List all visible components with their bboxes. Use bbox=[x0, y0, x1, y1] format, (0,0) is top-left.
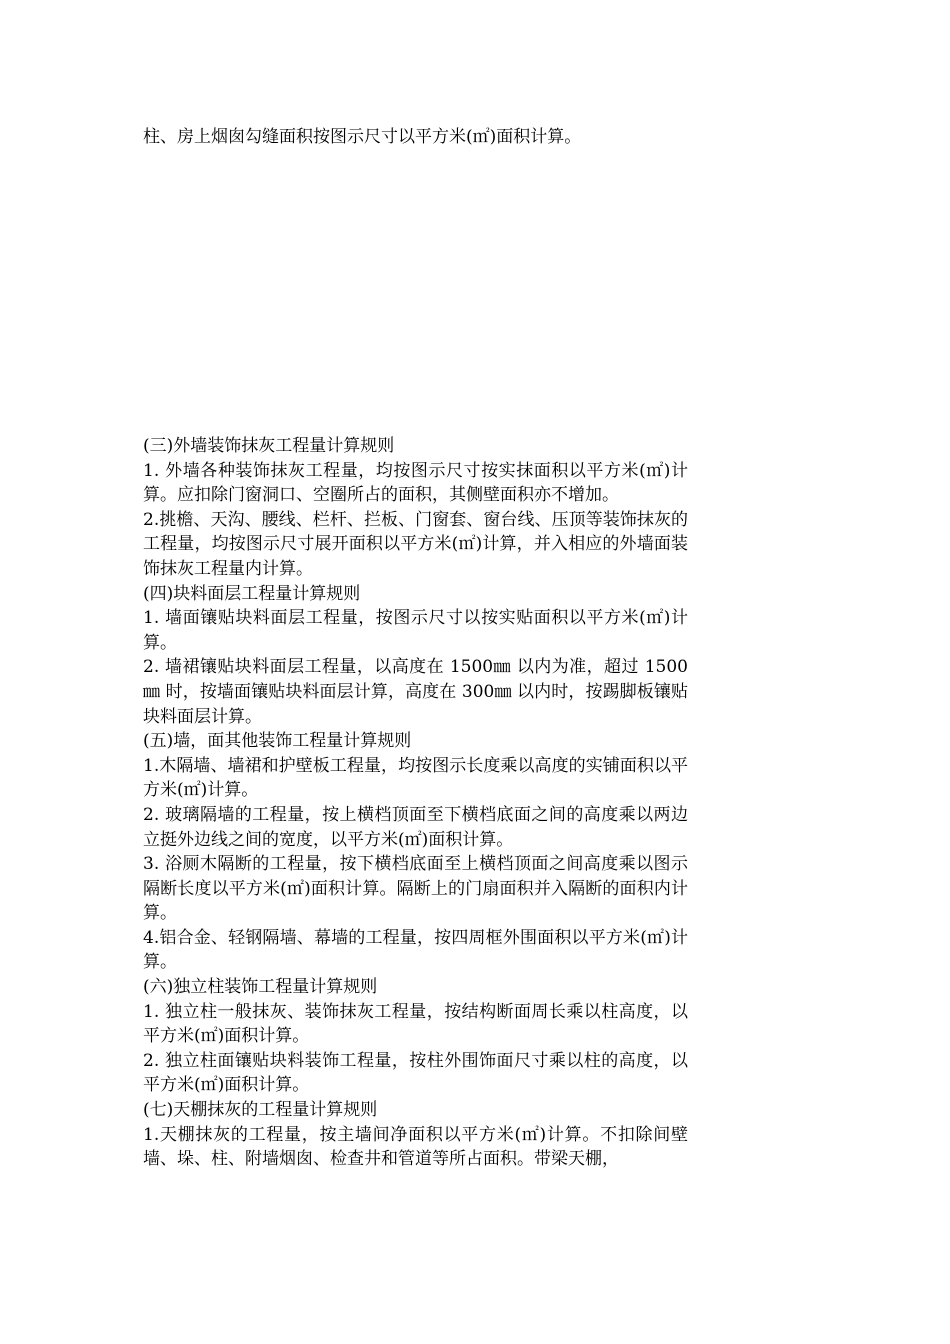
list-item: 2. 独立柱面镶贴块料装饰工程量，按柱外围饰面尺寸乘以柱的高度，以平方米(㎡)面积计算。 bbox=[143, 1050, 688, 1096]
list-item: 4.铝合金、轻钢隔墙、幕墙的工程量，按四周框外围面积以平方米(㎡)计算。 bbox=[143, 927, 688, 973]
list-item: 3. 浴厕木隔断的工程量，按下横档底面至上横档顶面之间高度乘以图示隔断长度以平方米(㎡)面积计算。隔断上的门扇面积并入隔断的面积内计算。 bbox=[143, 854, 688, 924]
section-heading-4: (四)块料面层工程量计算规则 bbox=[143, 583, 361, 604]
continued-paragraph: 柱、房上烟囱勾缝面积按图示尺寸以平方米(㎡)面积计算。 bbox=[143, 127, 582, 147]
list-item: 1.天棚抹灰的工程量，按主墙间净面积以平方米(㎡)计算。不扣除间壁墙、垛、柱、附墙烟囱、检查井和管道等所占面积。带梁天棚， bbox=[143, 1124, 688, 1170]
list-item: 2.挑檐、天沟、腰线、栏杆、拦板、门窗套、窗台线、压顶等装饰抹灰的工程量，均按图示尺寸展开面积以平方米(㎡)计算，并入相应的外墙面装饰抹灰工程量内计算。 bbox=[143, 509, 688, 579]
document-body bbox=[143, 434, 688, 1172]
list-item: 2. 墙裙镶贴块料面层工程量，以高度在 1500㎜ 以内为准，超过 1500㎜ 时，按墙面镶贴块料面层计算，高度在 300㎜ 以内时，按踢脚板镶贴块料面层计算。 bbox=[143, 657, 688, 727]
section-heading-5: (五)墙，面其他装饰工程量计算规则 bbox=[143, 731, 412, 752]
section-heading-7: (七)天棚抹灰的工程量计算规则 bbox=[143, 1100, 378, 1121]
list-item: 1.木隔墙、墙裙和护壁板工程量，均按图示长度乘以高度的实铺面积以平方米(㎡)计算。 bbox=[143, 755, 688, 801]
list-item: 2. 玻璃隔墙的工程量，按上横档顶面至下横档底面之间的高度乘以两边立挺外边线之间的宽度，以平方米(㎡)面积计算。 bbox=[143, 804, 688, 850]
list-item: 1. 独立柱一般抹灰、装饰抹灰工程量，按结构断面周长乘以柱高度，以平方米(㎡)面积计算。 bbox=[143, 1001, 688, 1047]
section-heading-3: (三)外墙装饰抹灰工程量计算规则 bbox=[143, 436, 395, 456]
list-item: 1. 外墙各种装饰抹灰工程量，均按图示尺寸按实抹面积以平方米(㎡)计算。应扣除门窗洞口、空圈所占的面积，其侧壁面积亦不增加。 bbox=[143, 460, 688, 506]
section-heading-6: (六)独立柱装饰工程量计算规则 bbox=[143, 977, 378, 998]
list-item: 1. 墙面镶贴块料面层工程量，按图示尺寸以按实贴面积以平方米(㎡)计算。 bbox=[143, 608, 688, 653]
